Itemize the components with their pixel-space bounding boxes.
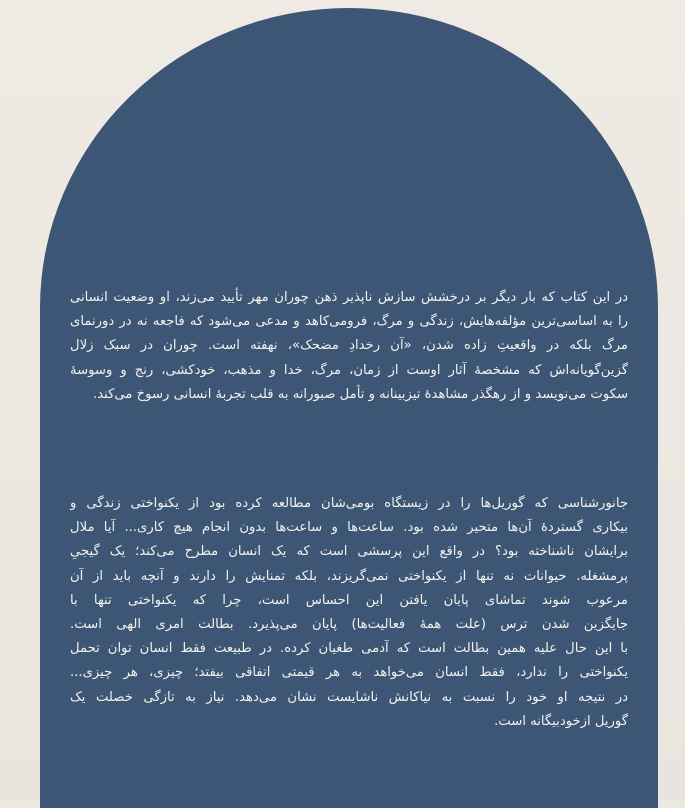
paragraph-2-line: یکنواختی را ندارد، فقط انسان می‌خواهد به هر قیمتی اتفاقی بیفتد؛ چیزی، هر چیزی... xyxy=(70,665,628,681)
arch-panel xyxy=(40,8,658,808)
paragraph-2-line: مرعوب شوند تماشای پایان یافتن این احساس است، چرا که یکنواختی تنها با xyxy=(70,592,628,608)
paragraph-1-line: را به اساسی‌ترین مؤلفه‌هایش، زندگی و مرگ، فرومی‌کاهد و مدعی می‌شود که فاجعه نه در دورنمای xyxy=(70,314,628,330)
paragraph-2-line: بیکاری گستردهٔ آن‌ها متحیر شده بود. ساعت‌ها و ساعت‌ها بدون انجام هیچ کاری... آیا ملال xyxy=(70,520,628,536)
paragraph-2-line: گوریل ازخودبیگانه است. xyxy=(494,713,628,729)
paragraph-1-line: در این کتاب که بار دیگر بر درخشش سازش ناپذیر ذهن چوران مهر تأیید می‌زند، او وضعیت انسانی xyxy=(70,290,628,305)
blurb-paragraph-1 xyxy=(70,286,628,407)
paragraph-1-line: سکوت می‌نویسد و از رهگذر مشاهدهٔ تیزبینانه و تأمل صبورانه به قلب تجربهٔ انسانی رسوخ می‌کند. xyxy=(93,386,628,402)
blurb-paragraph-2 xyxy=(70,492,628,734)
paragraph-2-line: جانورشناسی که گوریل‌ها را در زیستگاه بومی‌شان مطالعه کرده بود از یکنواختی زندگی و xyxy=(70,496,628,511)
paragraph-2-line: پرمشغله. حیوانات نه تنها از یکنواختی نمی‌گریزند، بلکه تمنایش را دارند و آنچه باید از آن xyxy=(70,568,628,584)
paragraph-1-line: مرگ بلکه در واقعیتِ زاده شدن، «آن رخدادِ مضحک»، نهفته است. چوران در سبک زلال xyxy=(70,338,628,354)
paragraph-2-line: در نتیجه او خود را نسبت به نیاکانش ناشایست نشان می‌دهد. نیاز به تازگی خصلت یک xyxy=(70,689,628,705)
paragraph-2-line: برایشان ناشناخته بود؟ در واقع این پرسشی است که یک انسان مطرح می‌کند؛ یک گیجیِ xyxy=(70,544,628,560)
paragraph-2-line: جایگزین شدن ترس (علت همهٔ فعالیت‌ها) پایان می‌پذیرد. بطالت امری الهی است. xyxy=(70,617,628,633)
paragraph-2-line: با این حال علیه همین بطالت است که آدمی طغیان کرده. در طبیعت فقط انسان توان تحمل xyxy=(70,641,628,657)
paragraph-1-line: گزین‌گویانه‌اش که مشخصهٔ آثار اوست از زمان، مرگ، خدا و مذهب، خودکشی، رنج و وسوسهٔ xyxy=(70,362,628,378)
